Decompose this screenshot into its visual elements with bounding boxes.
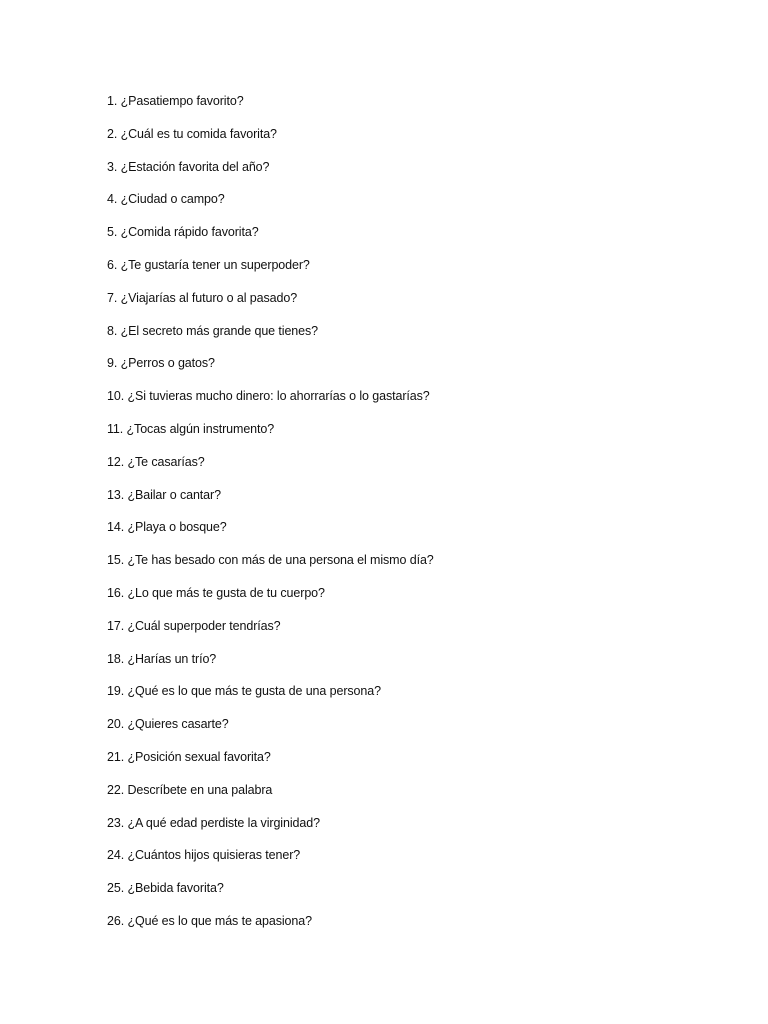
question-item: 1. ¿Pasatiempo favorito? bbox=[107, 94, 244, 108]
question-item: 26. ¿Qué es lo que más te apasiona? bbox=[107, 913, 312, 928]
question-item: 17. ¿Cuál superpoder tendrías? bbox=[107, 618, 281, 633]
question-item: 23. ¿A qué edad perdiste la virginidad? bbox=[107, 815, 320, 830]
question-item: 5. ¿Comida rápido favorita? bbox=[107, 225, 259, 240]
question-item: 9. ¿Perros o gatos? bbox=[107, 356, 215, 371]
question-item: 18. ¿Harías un trío? bbox=[107, 651, 217, 666]
question-item: 11. ¿Tocas algún instrumento? bbox=[107, 421, 275, 436]
question-item: 25. ¿Bebida favorita? bbox=[107, 881, 224, 896]
question-item: 12. ¿Te casarías? bbox=[107, 454, 205, 469]
question-list bbox=[107, 91, 434, 944]
question-item: 22. Descríbete en una palabra bbox=[107, 782, 273, 797]
question-item: 7. ¿Viajarías al futuro o al pasado? bbox=[107, 290, 298, 305]
question-item: 24. ¿Cuántos hijos quisieras tener? bbox=[107, 848, 301, 863]
question-item: 8. ¿El secreto más grande que tienes? bbox=[107, 323, 319, 338]
question-item: 14. ¿Playa o bosque? bbox=[107, 520, 227, 535]
question-item: 6. ¿Te gustaría tener un superpoder? bbox=[107, 257, 310, 272]
question-item: 19. ¿Qué es lo que más te gusta de una persona? bbox=[107, 684, 381, 699]
question-item: 21. ¿Posición sexual favorita? bbox=[107, 749, 271, 764]
question-item: 13. ¿Bailar o cantar? bbox=[107, 487, 221, 502]
question-item: 2. ¿Cuál es tu comida favorita? bbox=[107, 126, 277, 141]
question-item: 15. ¿Te has besado con más de una persona el mismo día? bbox=[107, 553, 434, 568]
question-item: 3. ¿Estación favorita del año? bbox=[107, 159, 270, 174]
question-item: 4. ¿Ciudad o campo? bbox=[107, 192, 225, 207]
question-item: 20. ¿Quieres casarte? bbox=[107, 717, 229, 732]
question-item: 10. ¿Si tuvieras mucho dinero: lo ahorrarías o lo gastarías? bbox=[107, 389, 430, 404]
question-item: 16. ¿Lo que más te gusta de tu cuerpo? bbox=[107, 585, 325, 600]
